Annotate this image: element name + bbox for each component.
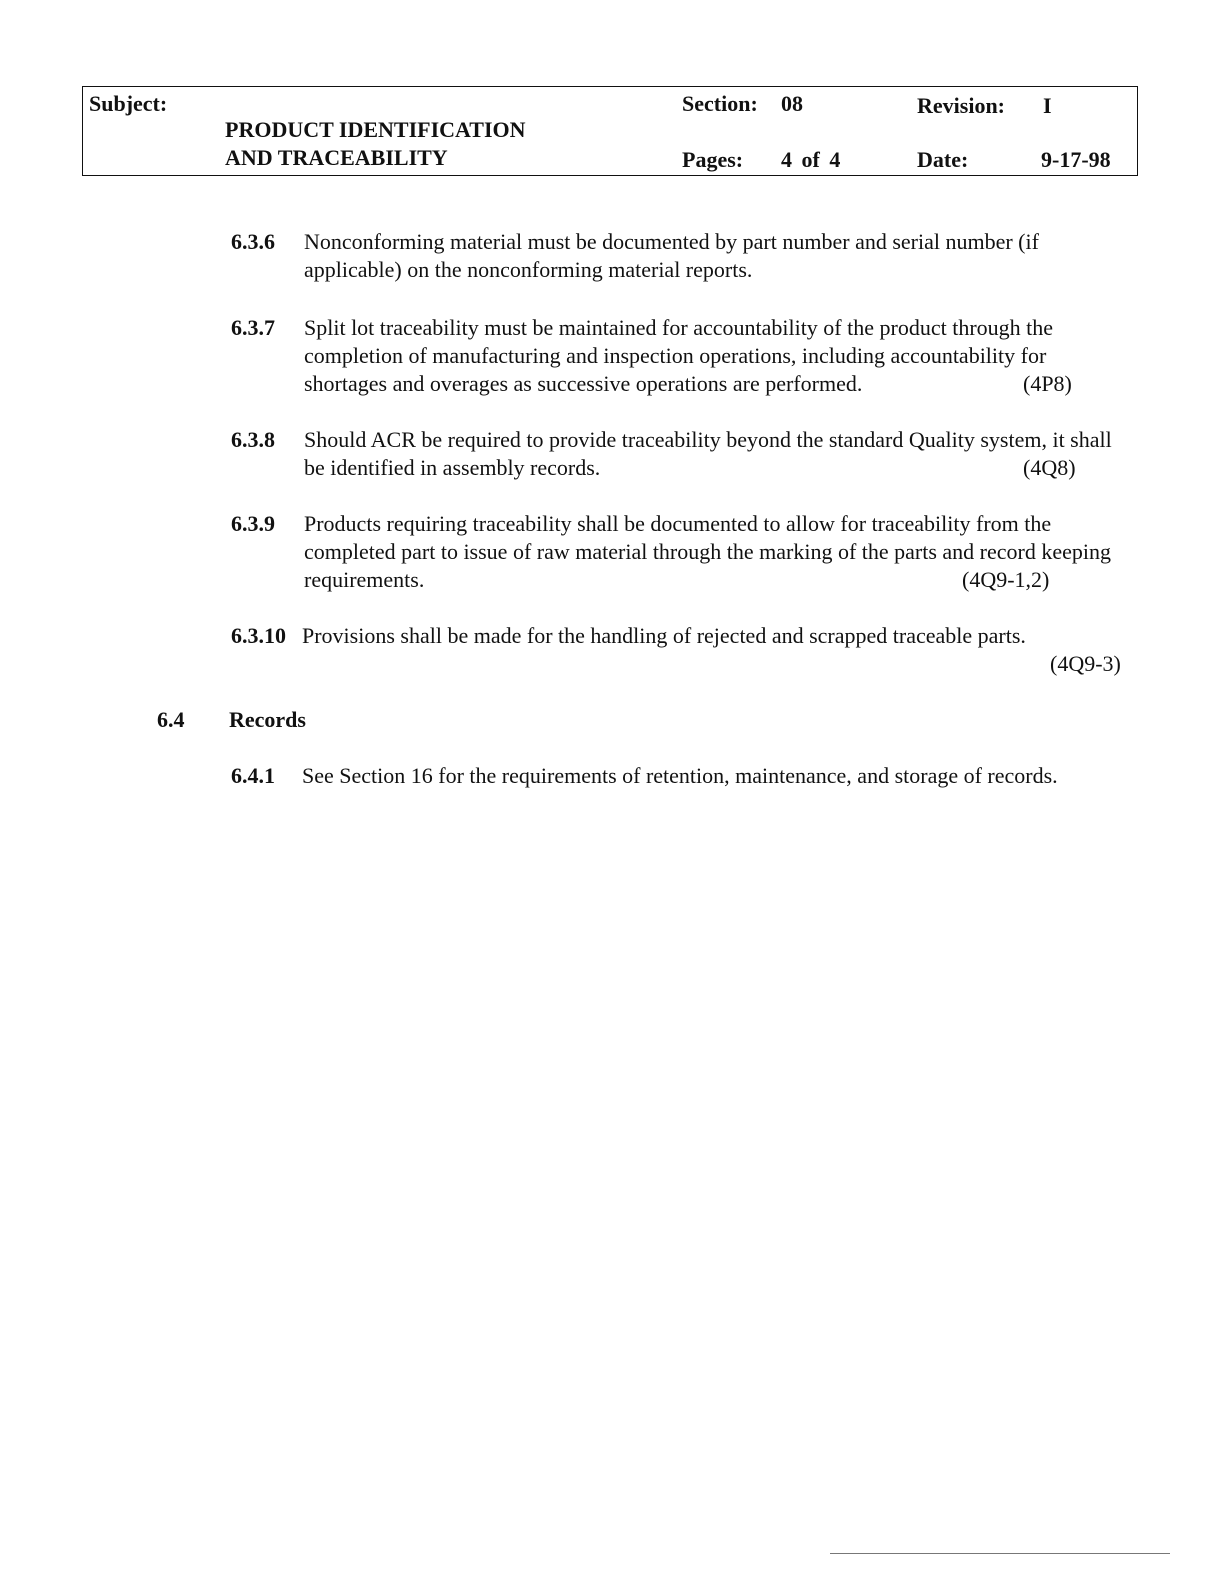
clause-reference: (4Q8) xyxy=(1023,455,1076,480)
section-value: 08 xyxy=(781,91,803,116)
clause-number: 6.4.1 xyxy=(231,763,275,788)
clause-text: See Section 16 for the requirements of retention, maintenance, and storage of records. xyxy=(302,763,1058,788)
footer-rule xyxy=(830,1553,1170,1554)
clause-number: 6.3.9 xyxy=(231,511,275,536)
pages-label: Pages: xyxy=(682,147,744,172)
clause-number: 6.3.8 xyxy=(231,427,275,452)
clause-reference: (4Q9-1,2) xyxy=(962,567,1050,592)
clause-reference: (4P8) xyxy=(1023,371,1072,396)
clause-text: Nonconforming material must be documented by part number and serial number (if applicable) on the nonconforming material reports. xyxy=(304,229,1039,282)
revision-value: I xyxy=(1043,93,1052,118)
clause-text: Should ACR be required to provide traceability beyond the standard Quality system, it shall be identified in assembly records. xyxy=(304,427,1112,480)
section-number: 6.4 xyxy=(157,707,185,732)
clause-number: 6.3.10 xyxy=(231,623,286,648)
date-value: 9-17-98 xyxy=(1041,147,1111,172)
pages-value: 4 of 4 xyxy=(781,147,841,172)
clause-text: Provisions shall be made for the handling of rejected and scrapped traceable parts. xyxy=(302,623,1026,648)
section-title: Records xyxy=(229,707,306,732)
section-label: Section: xyxy=(682,91,758,116)
subject-title-line1: PRODUCT IDENTIFICATION xyxy=(225,117,526,142)
subject-label: Subject: xyxy=(89,91,168,116)
clause-reference: (4Q9-3) xyxy=(1050,651,1121,676)
clause-text: Split lot traceability must be maintained for accountability of the product through the completion of manufacturing and inspection operations, including accountability for shortages and overages as successive operations are performed. xyxy=(304,315,1054,396)
document-header xyxy=(82,86,1138,176)
clause-number: 6.3.7 xyxy=(231,315,275,340)
date-label: Date: xyxy=(917,147,969,172)
revision-label: Revision: xyxy=(917,93,1005,118)
clause-number: 6.3.6 xyxy=(231,229,275,254)
subject-title-line2: AND TRACEABILITY xyxy=(225,145,448,170)
clause-text: Products requiring traceability shall be documented to allow for traceability from the completed part to issue of raw material through the marking of the parts and record keeping requirements. xyxy=(304,511,1112,592)
